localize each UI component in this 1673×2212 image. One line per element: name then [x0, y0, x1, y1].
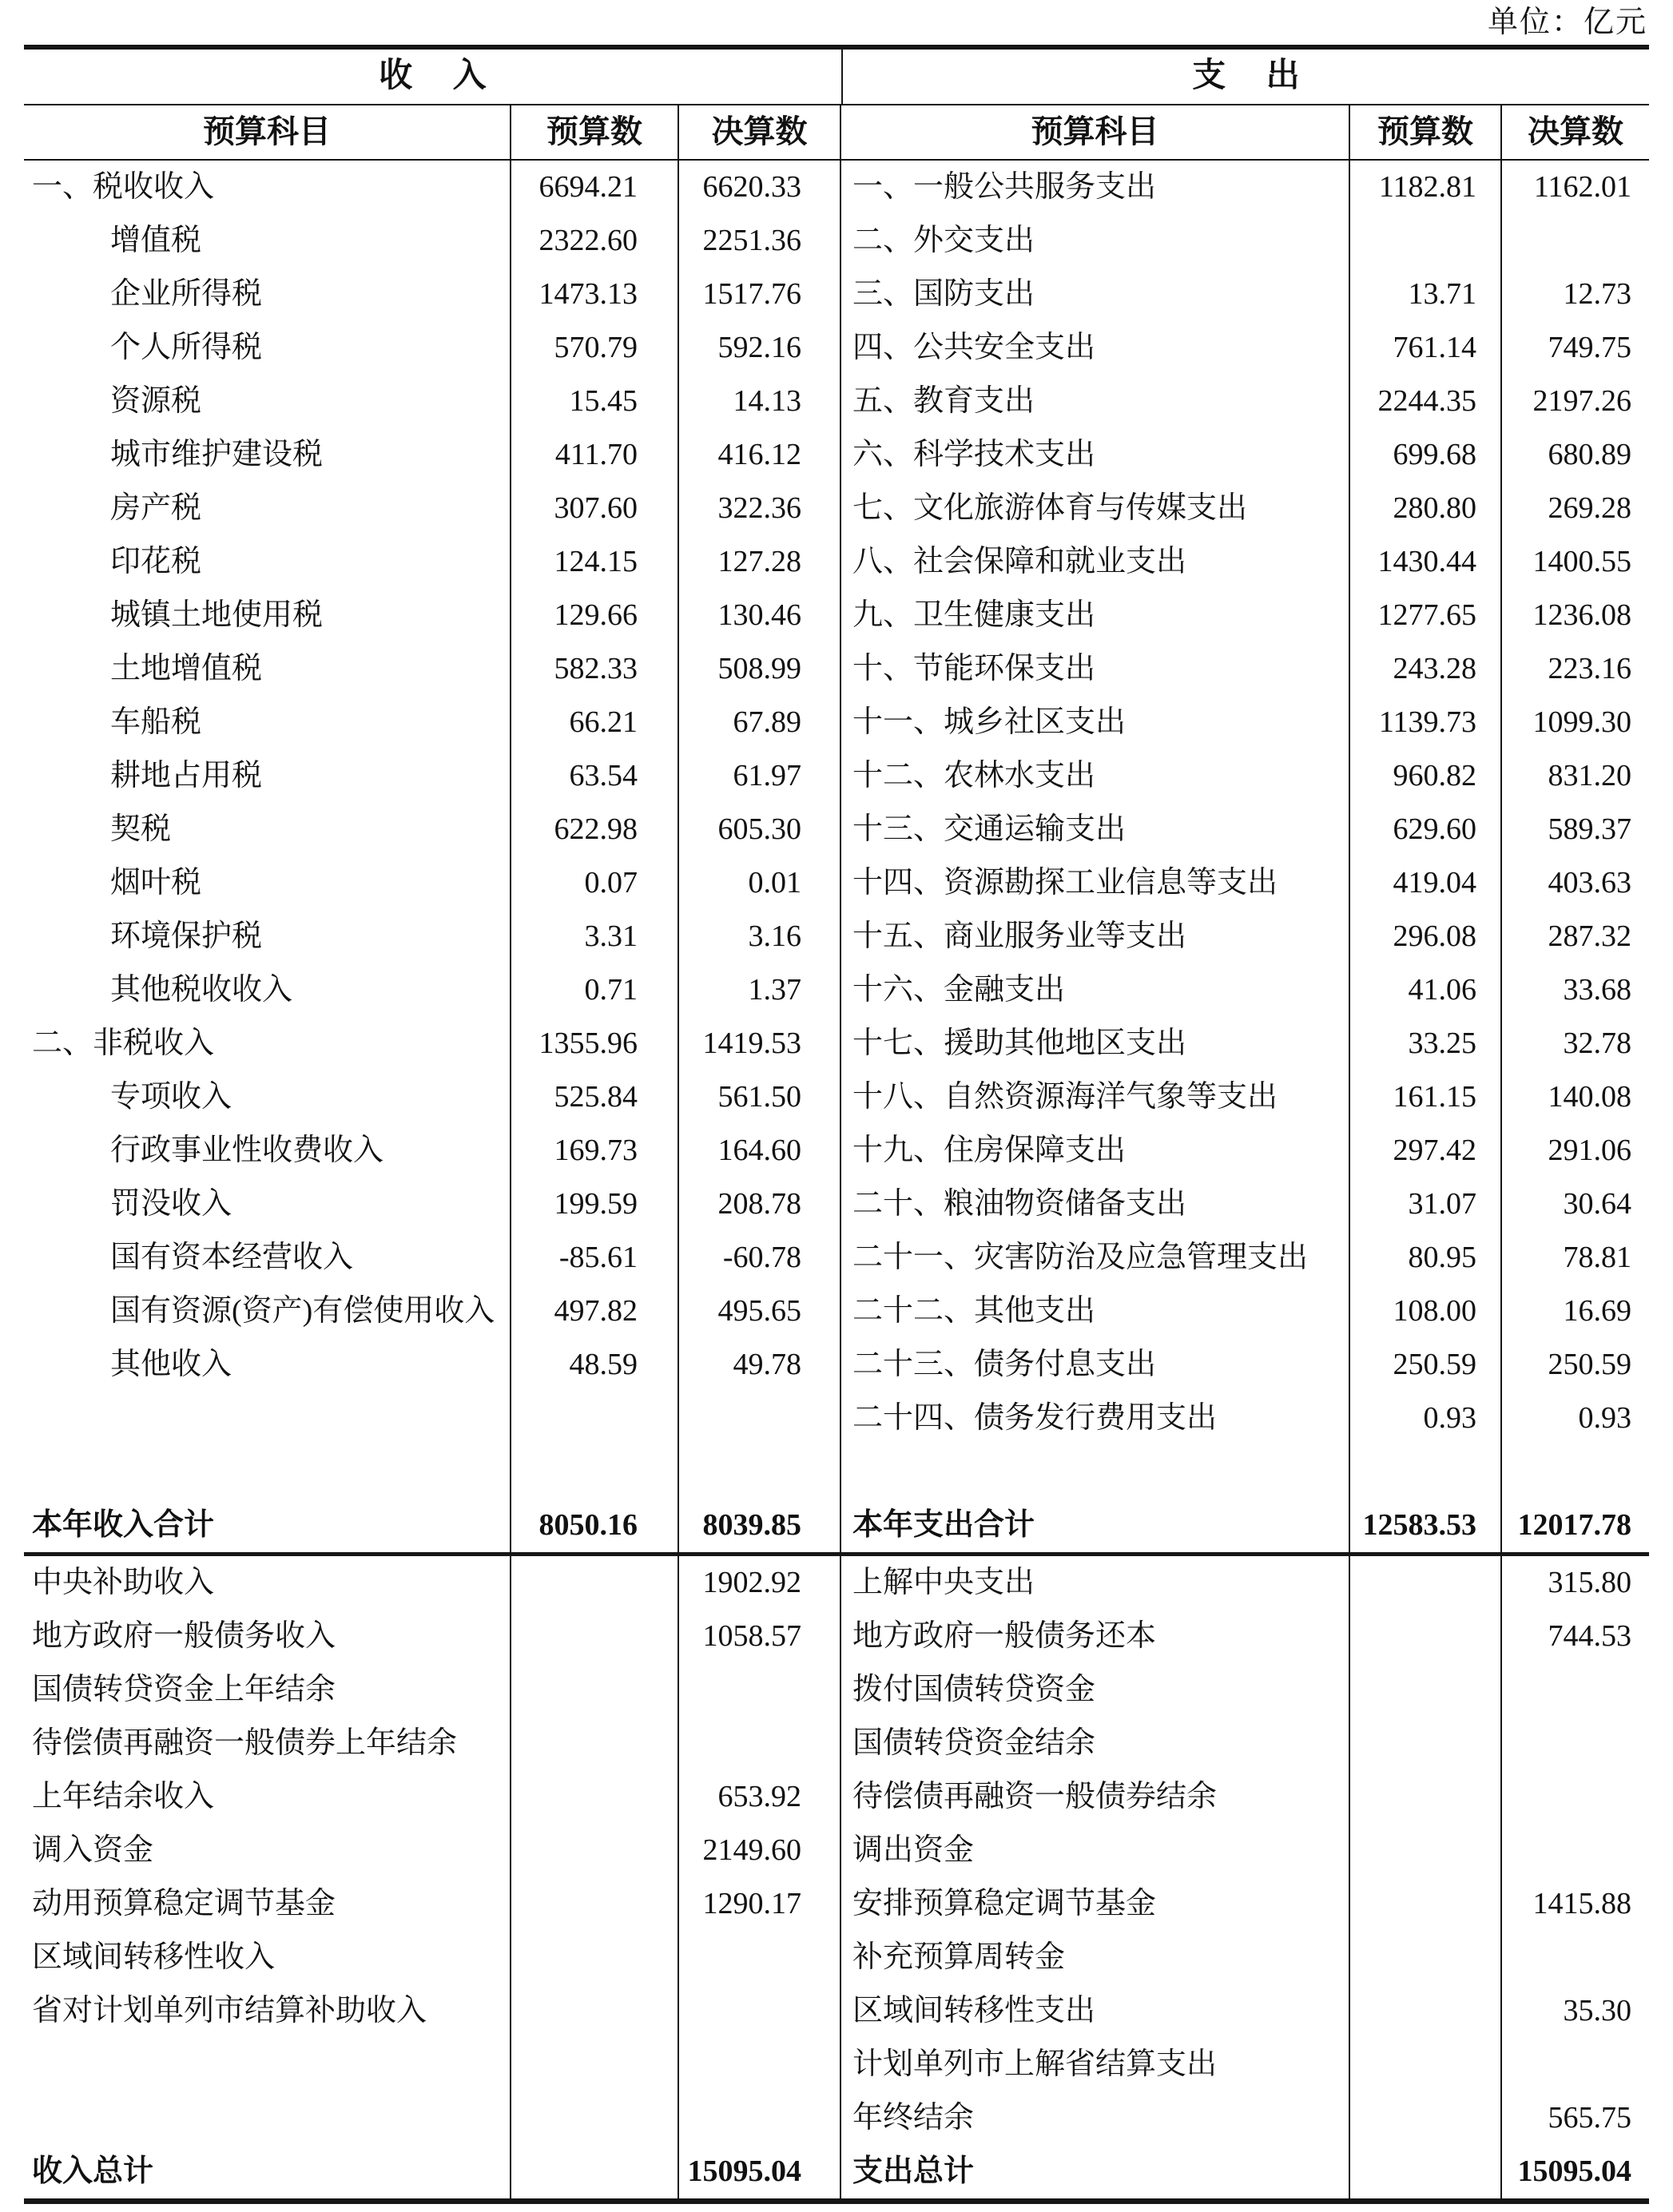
- expenditure-final-cell: [1502, 214, 1649, 268]
- income-final-cell: [679, 2091, 841, 2145]
- expenditure-budget-cell: 629.60: [1350, 803, 1502, 856]
- expenditure-subject-cell: 地方政府一般债务还本: [841, 1610, 1350, 1663]
- expenditure-subject-cell: 七、文化旅游体育与传媒支出: [841, 482, 1350, 535]
- table-row: [24, 1824, 1649, 1877]
- expenditure-final-cell: 1236.08: [1532, 598, 1631, 632]
- expenditure-budget-cell: 108.00: [1350, 1285, 1502, 1338]
- income-subject-cell: 企业所得税: [24, 268, 511, 321]
- expenditure-subject-cell: 二十一、灾害防治及应急管理支出: [841, 1231, 1350, 1285]
- expenditure-budget-cell: [1350, 1663, 1502, 1717]
- income-final-cell: 15095.04: [679, 2145, 841, 2198]
- income-budget-cell: 497.82: [511, 1285, 679, 1338]
- table-row: [24, 1770, 1649, 1824]
- income-budget-cell: 3.31: [511, 910, 679, 963]
- income-budget-cell: 124.15: [511, 535, 679, 589]
- expenditure-budget-cell: [1350, 1445, 1502, 1499]
- income-subject-cell: 个人所得税: [24, 321, 511, 375]
- expenditure-final-cell: 33.68: [1563, 973, 1631, 1007]
- income-subject-column-header: 预算科目: [24, 105, 511, 159]
- table-row: [24, 1663, 1649, 1717]
- table-row: [24, 321, 1649, 375]
- expenditure-subject-cell: 十八、自然资源海洋气象等支出: [841, 1070, 1350, 1124]
- expenditure-subject-cell: 年终结余: [841, 2091, 1350, 2145]
- income-subject-cell: 二、非税收入: [24, 1017, 511, 1070]
- table-row: [24, 1070, 1649, 1124]
- income-subject-cell: 资源税: [24, 375, 511, 428]
- expenditure-final-cell: 403.63: [1548, 866, 1631, 899]
- expenditure-subject-cell: 补充预算周转金: [841, 1931, 1350, 1984]
- income-budget-cell: 48.59: [511, 1338, 679, 1392]
- income-section-header: 收入: [24, 50, 843, 104]
- income-subject-cell: 土地增值税: [24, 642, 511, 696]
- expenditure-subject-column-header: 预算科目: [841, 105, 1350, 159]
- expenditure-budget-cell: 2244.35: [1350, 375, 1502, 428]
- income-final-cell: 2149.60: [679, 1824, 841, 1877]
- income-budget-cell: [511, 1663, 679, 1717]
- income-subject-cell: 省对计划单列市结算补助收入: [24, 1984, 511, 2038]
- expenditure-budget-cell: 243.28: [1350, 642, 1502, 696]
- income-subject-cell: 增值税: [24, 214, 511, 268]
- income-final-cell: 653.92: [679, 1770, 841, 1824]
- expenditure-final-cell: 1400.55: [1532, 545, 1631, 578]
- expenditure-subject-cell: 待偿债再融资一般债券结余: [841, 1770, 1350, 1824]
- income-final-cell: 495.65: [679, 1285, 841, 1338]
- table-row: [24, 535, 1649, 589]
- table-row: [24, 1984, 1649, 2038]
- expenditure-subject-cell: 二、外交支出: [841, 214, 1350, 268]
- table-row: [24, 1877, 1649, 1931]
- expenditure-final-cell: 223.16: [1548, 652, 1631, 685]
- income-subject-cell: 房产税: [24, 482, 511, 535]
- income-budget-cell: [511, 1610, 679, 1663]
- expenditure-budget-cell: 41.06: [1350, 963, 1502, 1017]
- expenditure-subject-cell: 二十三、债务付息支出: [841, 1338, 1350, 1392]
- income-final-cell: [679, 1663, 841, 1717]
- table-row: [24, 2145, 1649, 2198]
- section-header-row: [24, 50, 1649, 105]
- income-budget-cell: [511, 1984, 679, 2038]
- table-row: [24, 589, 1649, 642]
- income-final-cell: 1902.92: [679, 1556, 841, 1610]
- expenditure-budget-cell: [1350, 1877, 1502, 1931]
- income-final-cell: 49.78: [679, 1338, 841, 1392]
- table-row: [24, 1556, 1649, 1610]
- income-subject-cell: [24, 1445, 511, 1499]
- income-subject-cell: 耕地占用税: [24, 749, 511, 803]
- income-subject-cell: 专项收入: [24, 1070, 511, 1124]
- expenditure-subject-cell: 十四、资源勘探工业信息等支出: [841, 856, 1350, 910]
- income-budget-cell: [511, 2091, 679, 2145]
- expenditure-final-cell: 32.78: [1563, 1027, 1631, 1060]
- income-budget-cell: 570.79: [511, 321, 679, 375]
- income-budget-cell: 66.21: [511, 696, 679, 749]
- expenditure-subject-cell: 上解中央支出: [841, 1556, 1350, 1610]
- expenditure-subject-cell: 六、科学技术支出: [841, 428, 1350, 482]
- income-final-cell: 61.97: [679, 749, 841, 803]
- expenditure-budget-cell: 33.25: [1350, 1017, 1502, 1070]
- expenditure-final-column-header: 决算数: [1528, 113, 1623, 149]
- income-budget-cell: -85.61: [511, 1231, 679, 1285]
- expenditure-final-cell: [1502, 1824, 1649, 1877]
- expenditure-final-cell: 1415.88: [1532, 1887, 1631, 1920]
- expenditure-final-cell: [1502, 1770, 1649, 1824]
- table-row: [24, 1231, 1649, 1285]
- income-budget-cell: [511, 1877, 679, 1931]
- income-final-cell: 508.99: [679, 642, 841, 696]
- expenditure-budget-cell: 1277.65: [1350, 589, 1502, 642]
- expenditure-budget-cell: 761.14: [1350, 321, 1502, 375]
- table-row: [24, 2038, 1649, 2091]
- expenditure-subject-cell: 调出资金: [841, 1824, 1350, 1877]
- income-subject-cell: 区域间转移性收入: [24, 1931, 511, 1984]
- table-row: [24, 696, 1649, 749]
- income-final-cell: [679, 2038, 841, 2091]
- table-row: [24, 910, 1649, 963]
- income-budget-cell: 63.54: [511, 749, 679, 803]
- income-subject-cell: 上年结余收入: [24, 1770, 511, 1824]
- expenditure-final-cell: 565.75: [1548, 2101, 1631, 2135]
- income-subject-cell: 环境保护税: [24, 910, 511, 963]
- income-final-cell: 0.01: [679, 856, 841, 910]
- expenditure-budget-cell: 699.68: [1350, 428, 1502, 482]
- expenditure-subject-cell: 八、社会保障和就业支出: [841, 535, 1350, 589]
- expenditure-final-cell: [1502, 1931, 1649, 1984]
- table-row: [24, 214, 1649, 268]
- expenditure-subject-cell: 五、教育支出: [841, 375, 1350, 428]
- income-budget-cell: 0.71: [511, 963, 679, 1017]
- table-row: [24, 268, 1649, 321]
- income-budget-cell: 199.59: [511, 1177, 679, 1231]
- expenditure-budget-cell: [1350, 1556, 1502, 1610]
- income-final-cell: 164.60: [679, 1124, 841, 1177]
- income-subject-cell: 其他收入: [24, 1338, 511, 1392]
- expenditure-subject-cell: 三、国防支出: [841, 268, 1350, 321]
- expenditure-final-cell: 1099.30: [1532, 705, 1631, 739]
- expenditure-budget-cell: 80.95: [1350, 1231, 1502, 1285]
- expenditure-subject-cell: 安排预算稳定调节基金: [841, 1877, 1350, 1931]
- income-final-cell: 592.16: [679, 321, 841, 375]
- income-subject-cell: 其他税收收入: [24, 963, 511, 1017]
- budget-final-accounts-table: [24, 45, 1649, 2204]
- current-year-section: [24, 161, 1649, 1556]
- expenditure-budget-cell: 250.59: [1350, 1338, 1502, 1392]
- expenditure-budget-cell: [1350, 214, 1502, 268]
- income-subject-cell: 国有资源(资产)有偿使用收入: [24, 1285, 511, 1338]
- income-budget-cell: 2322.60: [511, 214, 679, 268]
- income-final-cell: 1058.57: [679, 1610, 841, 1663]
- expenditure-budget-cell: [1350, 1770, 1502, 1824]
- income-subject-cell: 罚没收入: [24, 1177, 511, 1231]
- table-row: [24, 1177, 1649, 1231]
- income-budget-cell: 129.66: [511, 589, 679, 642]
- income-final-column-header: 决算数: [679, 105, 841, 159]
- income-budget-cell: 6694.21: [511, 161, 679, 214]
- expenditure-subject-cell: 本年支出合计: [841, 1499, 1350, 1552]
- expenditure-final-cell: 78.81: [1563, 1241, 1631, 1274]
- income-budget-cell: 8050.16: [511, 1499, 679, 1552]
- income-budget-cell: 1473.13: [511, 268, 679, 321]
- income-final-cell: [679, 1984, 841, 2038]
- income-final-cell: 3.16: [679, 910, 841, 963]
- expenditure-final-cell: 35.30: [1563, 1994, 1631, 2027]
- income-final-cell: [679, 1717, 841, 1770]
- table-row: [24, 1499, 1649, 1556]
- expenditure-budget-cell: 280.80: [1350, 482, 1502, 535]
- income-subject-cell: 动用预算稳定调节基金: [24, 1877, 511, 1931]
- income-final-cell: 127.28: [679, 535, 841, 589]
- income-final-cell: 416.12: [679, 428, 841, 482]
- income-budget-cell: [511, 1824, 679, 1877]
- expenditure-subject-cell: 四、公共安全支出: [841, 321, 1350, 375]
- expenditure-budget-column-header: 预算数: [1350, 105, 1502, 159]
- expenditure-final-cell: 287.32: [1548, 919, 1631, 953]
- income-subject-cell: [24, 2091, 511, 2145]
- table-row: [24, 803, 1649, 856]
- expenditure-subject-cell: 拨付国债转贷资金: [841, 1663, 1350, 1717]
- table-row: [24, 428, 1649, 482]
- table-row: [24, 1610, 1649, 1663]
- expenditure-budget-cell: 0.93: [1350, 1392, 1502, 1445]
- expenditure-subject-cell: [841, 1445, 1350, 1499]
- expenditure-final-cell: 16.69: [1563, 1294, 1631, 1328]
- income-final-cell: 561.50: [679, 1070, 841, 1124]
- expenditure-subject-cell: 二十、粮油物资储备支出: [841, 1177, 1350, 1231]
- table-row: [24, 2091, 1649, 2145]
- expenditure-budget-cell: 12583.53: [1350, 1499, 1502, 1552]
- table-row: [24, 1124, 1649, 1177]
- income-subject-cell: 一、税收收入: [24, 161, 511, 214]
- expenditure-subject-cell: 计划单列市上解省结算支出: [841, 2038, 1350, 2091]
- expenditure-subject-cell: 二十四、债务发行费用支出: [841, 1392, 1350, 1445]
- expenditure-final-cell: 1162.01: [1533, 170, 1631, 204]
- income-final-cell: 1517.76: [679, 268, 841, 321]
- income-final-cell: 1290.17: [679, 1877, 841, 1931]
- expenditure-final-cell: 749.75: [1548, 331, 1631, 364]
- expenditure-budget-cell: [1350, 1610, 1502, 1663]
- income-final-cell: 6620.33: [679, 161, 841, 214]
- expenditure-subject-cell: 区域间转移性支出: [841, 1984, 1350, 2038]
- table-row: [24, 856, 1649, 910]
- income-subject-cell: 收入总计: [24, 2145, 511, 2198]
- expenditure-section-header: 支出: [1192, 58, 1341, 94]
- income-budget-cell: 622.98: [511, 803, 679, 856]
- income-subject-cell: 本年收入合计: [24, 1499, 511, 1552]
- income-subject-cell: 国债转贷资金上年结余: [24, 1663, 511, 1717]
- expenditure-final-cell: 12.73: [1563, 277, 1631, 311]
- income-budget-cell: 0.07: [511, 856, 679, 910]
- income-final-cell: 605.30: [679, 803, 841, 856]
- expenditure-subject-cell: 十五、商业服务业等支出: [841, 910, 1350, 963]
- income-budget-cell: [511, 1770, 679, 1824]
- income-final-cell: 1419.53: [679, 1017, 841, 1070]
- expenditure-subject-cell: 二十二、其他支出: [841, 1285, 1350, 1338]
- expenditure-budget-cell: 296.08: [1350, 910, 1502, 963]
- income-final-cell: 67.89: [679, 696, 841, 749]
- income-budget-cell: 1355.96: [511, 1017, 679, 1070]
- income-budget-cell: 15.45: [511, 375, 679, 428]
- income-subject-cell: [24, 2038, 511, 2091]
- income-subject-cell: 调入资金: [24, 1824, 511, 1877]
- expenditure-budget-cell: 13.71: [1350, 268, 1502, 321]
- expenditure-final-cell: 744.53: [1548, 1619, 1631, 1653]
- expenditure-subject-cell: 国债转贷资金结余: [841, 1717, 1350, 1770]
- income-final-cell: [679, 1392, 841, 1445]
- expenditure-subject-cell: 十一、城乡社区支出: [841, 696, 1350, 749]
- table-row: [24, 482, 1649, 535]
- expenditure-budget-cell: [1350, 1824, 1502, 1877]
- expenditure-final-cell: [1502, 1717, 1649, 1770]
- transfers-and-totals-section: [24, 1556, 1649, 2198]
- table-row: [24, 749, 1649, 803]
- income-final-cell: [679, 1445, 841, 1499]
- expenditure-final-cell: 831.20: [1548, 759, 1631, 792]
- expenditure-subject-cell: 十、节能环保支出: [841, 642, 1350, 696]
- income-budget-cell: 169.73: [511, 1124, 679, 1177]
- expenditure-final-cell: 15095.04: [1517, 2154, 1631, 2188]
- expenditure-subject-cell: 十三、交通运输支出: [841, 803, 1350, 856]
- expenditure-budget-cell: 1182.81: [1350, 161, 1502, 214]
- expenditure-budget-cell: [1350, 1931, 1502, 1984]
- table-row: [24, 161, 1649, 214]
- expenditure-subject-cell: 十七、援助其他地区支出: [841, 1017, 1350, 1070]
- income-budget-cell: [511, 1392, 679, 1445]
- income-budget-cell: 307.60: [511, 482, 679, 535]
- expenditure-subject-cell: 十二、农林水支出: [841, 749, 1350, 803]
- expenditure-final-cell: [1502, 2038, 1649, 2091]
- income-final-cell: 208.78: [679, 1177, 841, 1231]
- unit-label: 单位：亿元: [1487, 6, 1647, 39]
- expenditure-budget-cell: 419.04: [1350, 856, 1502, 910]
- income-budget-cell: 525.84: [511, 1070, 679, 1124]
- table-row: [24, 1338, 1649, 1392]
- income-subject-cell: 地方政府一般债务收入: [24, 1610, 511, 1663]
- expenditure-final-cell: 315.80: [1548, 1566, 1631, 1599]
- column-header-row: [24, 105, 1649, 161]
- table-row: [24, 1717, 1649, 1770]
- expenditure-budget-cell: 31.07: [1350, 1177, 1502, 1231]
- expenditure-final-cell: 680.89: [1548, 438, 1631, 471]
- table-row: [24, 1392, 1649, 1445]
- income-budget-cell: 582.33: [511, 642, 679, 696]
- income-subject-cell: 中央补助收入: [24, 1556, 511, 1610]
- income-budget-cell: [511, 1556, 679, 1610]
- income-subject-cell: 行政事业性收费收入: [24, 1124, 511, 1177]
- income-subject-cell: [24, 1392, 511, 1445]
- table-row: [24, 1445, 1649, 1499]
- expenditure-subject-cell: 支出总计: [841, 2145, 1350, 2198]
- expenditure-final-cell: 2197.26: [1532, 384, 1631, 418]
- expenditure-budget-cell: [1350, 2145, 1502, 2198]
- income-subject-cell: 城镇土地使用税: [24, 589, 511, 642]
- expenditure-subject-cell: 九、卫生健康支出: [841, 589, 1350, 642]
- expenditure-budget-cell: 161.15: [1350, 1070, 1502, 1124]
- expenditure-final-cell: 589.37: [1548, 812, 1631, 846]
- expenditure-budget-cell: [1350, 1984, 1502, 2038]
- expenditure-budget-cell: 1430.44: [1350, 535, 1502, 589]
- expenditure-final-cell: [1502, 1663, 1649, 1717]
- income-final-cell: -60.78: [679, 1231, 841, 1285]
- income-subject-cell: 城市维护建设税: [24, 428, 511, 482]
- expenditure-final-cell: 12017.78: [1517, 1508, 1631, 1542]
- income-final-cell: 2251.36: [679, 214, 841, 268]
- table-row: [24, 1285, 1649, 1338]
- income-subject-cell: 契税: [24, 803, 511, 856]
- income-final-cell: 1.37: [679, 963, 841, 1017]
- income-subject-cell: 车船税: [24, 696, 511, 749]
- income-budget-cell: 411.70: [511, 428, 679, 482]
- table-row: [24, 1931, 1649, 1984]
- expenditure-final-cell: 140.08: [1548, 1080, 1631, 1114]
- expenditure-final-cell: 269.28: [1548, 491, 1631, 525]
- expenditure-subject-cell: 十六、金融支出: [841, 963, 1350, 1017]
- income-budget-cell: [511, 2145, 679, 2198]
- income-budget-column-header: 预算数: [511, 105, 679, 159]
- table-row: [24, 963, 1649, 1017]
- expenditure-subject-cell: 一、一般公共服务支出: [841, 161, 1350, 214]
- expenditure-budget-cell: [1350, 1717, 1502, 1770]
- expenditure-final-cell: [1502, 1445, 1649, 1499]
- expenditure-final-cell: 0.93: [1578, 1401, 1631, 1435]
- expenditure-budget-cell: 1139.73: [1350, 696, 1502, 749]
- income-subject-cell: 国有资本经营收入: [24, 1231, 511, 1285]
- expenditure-budget-cell: 960.82: [1350, 749, 1502, 803]
- income-final-cell: 130.46: [679, 589, 841, 642]
- expenditure-budget-cell: [1350, 2038, 1502, 2091]
- income-budget-cell: [511, 2038, 679, 2091]
- income-final-cell: 8039.85: [679, 1499, 841, 1552]
- income-budget-cell: [511, 1931, 679, 1984]
- expenditure-final-cell: 291.06: [1548, 1134, 1631, 1167]
- expenditure-final-cell: 30.64: [1563, 1187, 1631, 1221]
- income-subject-cell: 印花税: [24, 535, 511, 589]
- income-budget-cell: [511, 1717, 679, 1770]
- table-row: [24, 1017, 1649, 1070]
- expenditure-budget-cell: [1350, 2091, 1502, 2145]
- income-subject-cell: 烟叶税: [24, 856, 511, 910]
- income-subject-cell: 待偿债再融资一般债券上年结余: [24, 1717, 511, 1770]
- table-row: [24, 642, 1649, 696]
- income-final-cell: 322.36: [679, 482, 841, 535]
- expenditure-subject-cell: 十九、住房保障支出: [841, 1124, 1350, 1177]
- table-row: [24, 375, 1649, 428]
- expenditure-final-cell: 250.59: [1548, 1348, 1631, 1381]
- expenditure-budget-cell: 297.42: [1350, 1124, 1502, 1177]
- income-final-cell: 14.13: [679, 375, 841, 428]
- income-final-cell: [679, 1931, 841, 1984]
- income-budget-cell: [511, 1445, 679, 1499]
